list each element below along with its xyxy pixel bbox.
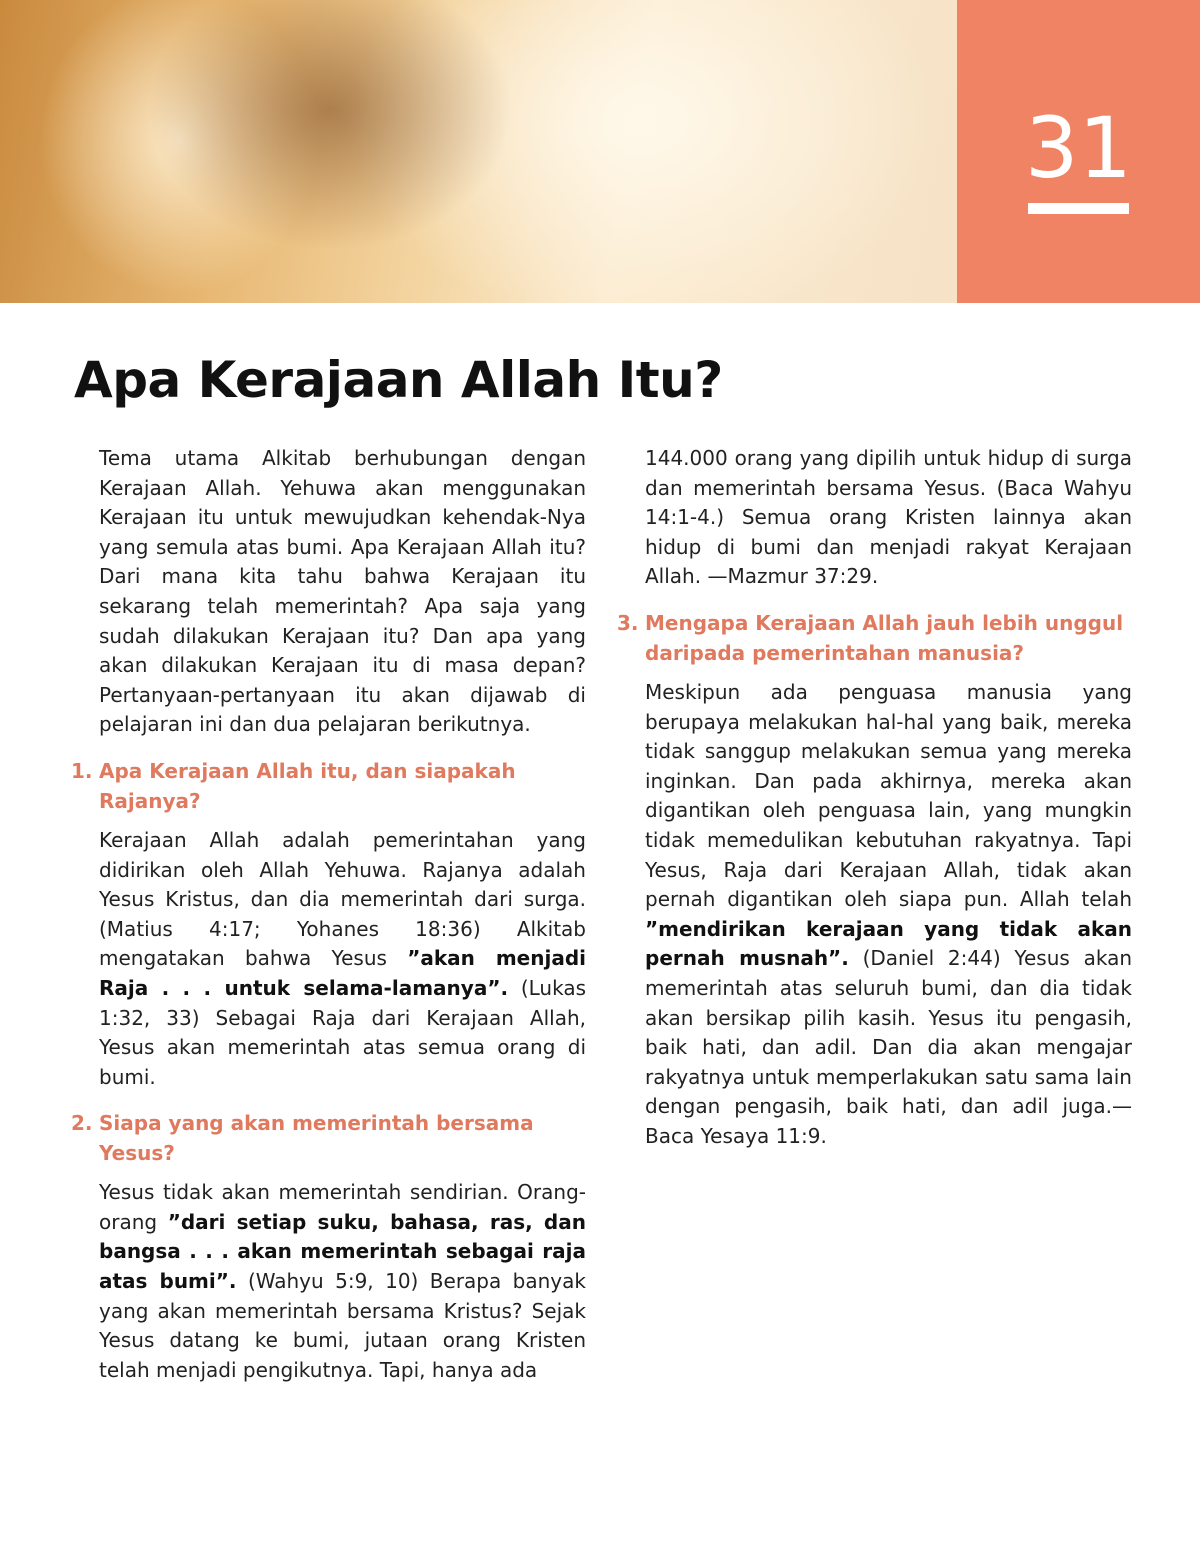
text-run: 144.000 orang yang dipilih untuk hidup di surga dan memerintah bersama Yesus. (Baca Wahyu 14:1-4.) Semua orang Kristen lainnya akan hidup di bumi dan menjadi rakyat Kerajaan Allah. —Mazmur 37:29. xyxy=(645,446,1132,589)
question-text: Mengapa Kerajaan Allah jauh lebih unggul daripada pemerintahan manusia? xyxy=(645,610,1124,665)
bold-quote: ”dari setiap suku, bahasa, ras, dan bangsa . . . akan memerintah sebagai raja atas bumi”. xyxy=(99,1209,586,1294)
text-run: (Daniel 2:44) Yesus akan memerintah atas seluruh bumi, dan dia tidak akan bersikap pilih kasih. Yesus itu pengasih, baik hati, dan adil. Dan dia akan mengajar rakyatnya untuk memperlakukan satu sama lain dengan pengasih, baik hati, dan adil juga.—Baca Yesaya 11:9. xyxy=(645,946,1132,1148)
lesson-number-badge xyxy=(957,0,1200,303)
bold-quote: ”mendirikan kerajaan yang tidak akan pernah musnah”. xyxy=(645,916,1132,971)
hero-image xyxy=(0,0,957,303)
question-text: Siapa yang akan memerintah bersama Yesus? xyxy=(99,1111,534,1166)
question-text: Apa Kerajaan Allah itu, dan siapakah Rajanya? xyxy=(99,758,516,813)
paragraph xyxy=(99,1178,586,1385)
text-run: (Lukas 1:32, 33) Sebagai Raja dari Kerajaan Allah, Yesus akan memerintah atas semua orang di bumi. xyxy=(99,975,586,1089)
page-title: Apa Kerajaan Allah Itu? xyxy=(74,351,723,409)
question-number: 2. xyxy=(71,1111,93,1136)
divider xyxy=(1028,203,1129,214)
paragraph xyxy=(645,678,1132,1152)
question-number: 3. xyxy=(617,610,639,635)
right-column xyxy=(617,444,1132,1167)
paragraph xyxy=(99,444,586,740)
bold-quote: ”akan menjadi Raja . . . untuk selama-lamanya”. xyxy=(99,946,586,1000)
text-run: (Wahyu 5:9, 10) Berapa banyak yang akan memerintah bersama Kristus? Sejak Yesus datang ke bumi, jutaan orang Kristen telah menjadi pengikutnya. Tapi, hanya ada xyxy=(99,1269,586,1382)
question-heading xyxy=(71,756,586,816)
text-run: Tema utama Alkitab berhubungan dengan Kerajaan Allah. Yehuwa akan menggunakan Kerajaan itu untuk mewujudkan kehendak-Nya yang semula atas bumi. Apa Kerajaan Allah itu? Dari mana kita tahu bahwa Kerajaan itu sekarang telah memerintah? Apa saja yang sudah dilakukan Kerajaan itu? Dan apa yang akan dilakukan Kerajaan itu di masa depan? Pertanyaan-pertanyaan itu akan dijawab di pelajaran ini dan dua pelajaran berikutnya. xyxy=(99,446,586,737)
left-column xyxy=(71,444,586,1401)
paragraph xyxy=(99,826,586,1092)
text-run: Yesus tidak akan memerintah sendirian. Orang-orang xyxy=(99,1180,586,1234)
text-run: Kerajaan Allah adalah pemerintahan yang didirikan oleh Allah Yehuwa. Rajanya adalah Yesus Kristus, dan dia memerintah dari surga. (Matius 4:17; Yohanes 18:36) Alkitab mengatakan bahwa Yesus xyxy=(99,827,586,971)
lesson-number: 31 xyxy=(1025,99,1132,197)
text-run: Meskipun ada penguasa manusia yang berupaya melakukan hal-hal yang baik, mereka tidak sanggup melakukan semua yang mereka inginkan. Dan pada akhirnya, mereka akan digantikan oleh penguasa lain, yang mungkin tidak memedulikan kebutuhan rakyatnya. Tapi Yesus, Raja dari Kerajaan Allah, tidak akan pernah digantikan oleh siapa pun. Allah telah xyxy=(645,679,1132,912)
question-heading xyxy=(617,608,1132,668)
question-heading xyxy=(71,1108,586,1168)
paragraph xyxy=(645,444,1132,592)
question-number: 1. xyxy=(71,758,93,783)
